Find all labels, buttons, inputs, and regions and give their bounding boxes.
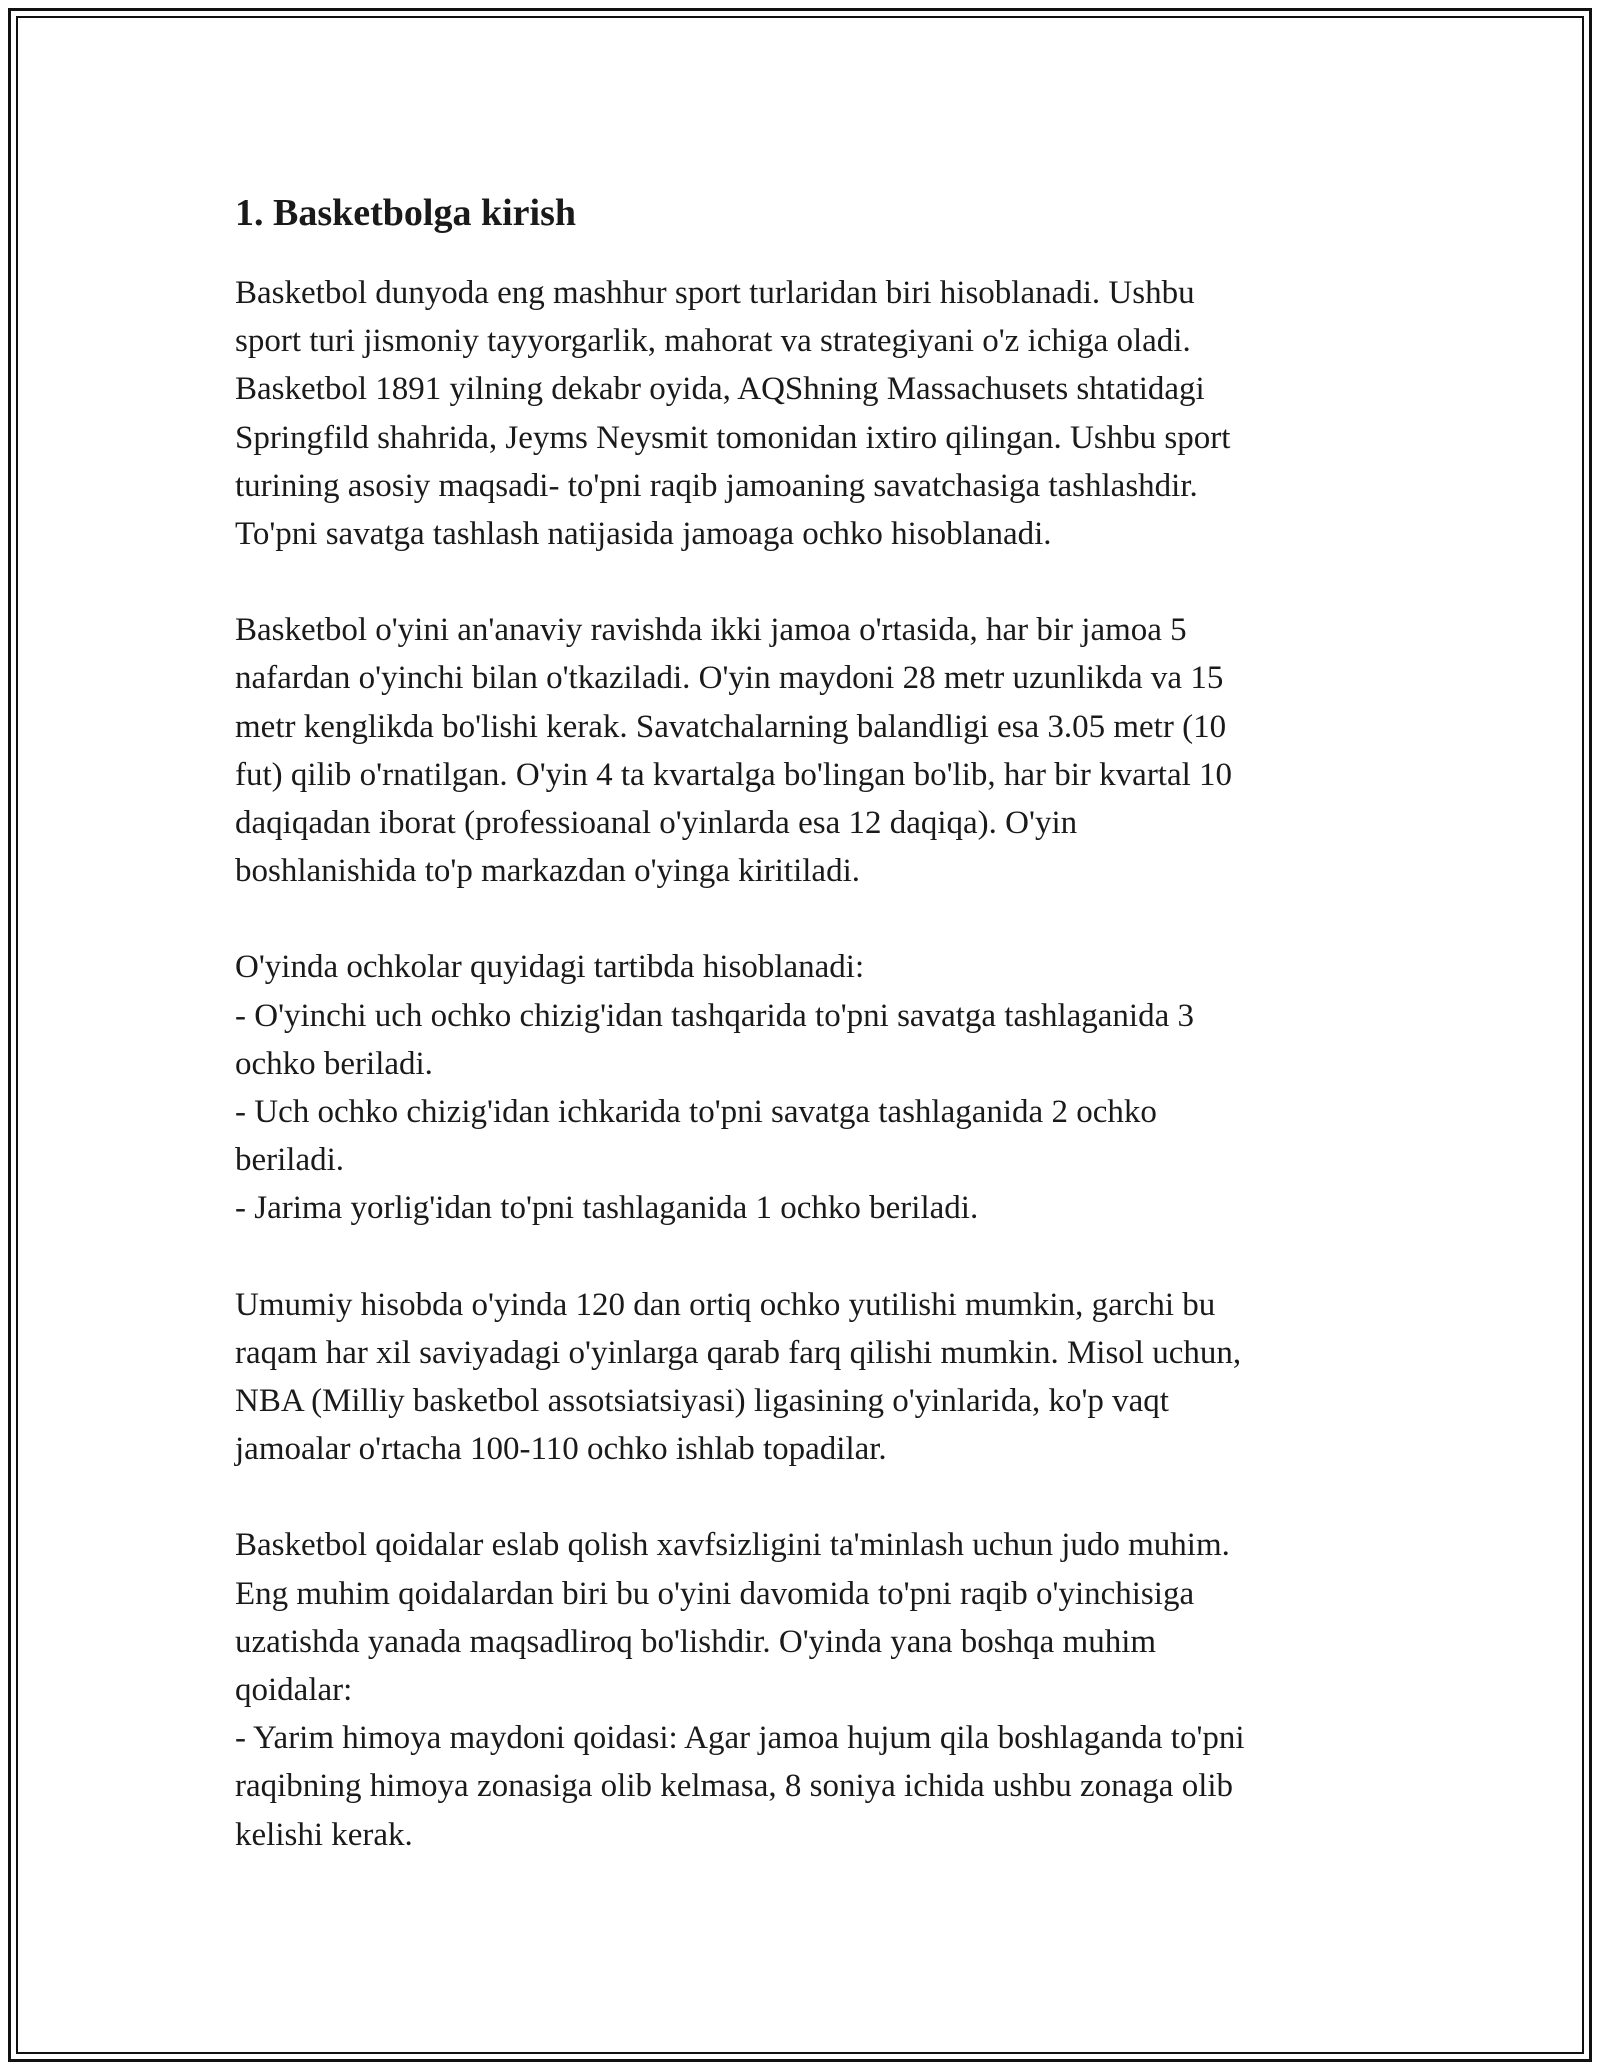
text-line: O'yinda ochkolar quyidagi tartibda hisoblanadi:	[235, 949, 865, 986]
text-line: NBA (Milliy basketbol assotsiatsiyasi) ligasining o'yinlarida, ko'p vaqt	[235, 1383, 1169, 1420]
paragraph	[235, 1281, 1375, 1474]
text-line: daqiqadan iborat (professioanal o'yinlarda esa 12 daqiqa). O'yin	[235, 805, 1078, 842]
text-line: Springfild shahrida, Jeyms Neysmit tomonidan ixtiro qilingan. Ushbu sport	[235, 419, 1231, 456]
text-line: turining asosiy maqsadi- to'pni raqib jamoaning savatchasiga tashlashdir.	[235, 467, 1198, 504]
paragraph	[235, 269, 1375, 558]
text-line: qoidalar:	[235, 1672, 353, 1709]
text-line: Basketbol 1891 yilning dekabr oyida, AQShning Massachusets shtatidagi	[235, 371, 1205, 408]
text-line: beriladi.	[235, 1142, 345, 1179]
document-body	[235, 185, 1375, 1907]
text-line: nafardan o'yinchi bilan o'tkaziladi. O'yin maydoni 28 metr uzunlikda va 15	[235, 660, 1224, 697]
text-line: uzatishda yanada maqsadliroq bo'lishdir. O'yinda yana boshqa muhim	[235, 1623, 1157, 1660]
text-line: ochko beriladi.	[235, 1045, 433, 1082]
text-line: To'pni savatga tashlash natijasida jamoaga ochko hisoblanadi.	[235, 516, 1052, 553]
paragraph-container	[235, 269, 1375, 1859]
text-line: - Yarim himoya maydoni qoidasi: Agar jamoa hujum qila boshlaganda to'pni	[235, 1720, 1245, 1757]
text-line: raqibning himoya zonasiga olib kelmasa, 8 soniya ichida ushbu zonaga olib	[235, 1768, 1234, 1805]
paragraph	[235, 1521, 1375, 1858]
text-line: Eng muhim qoidalardan biri bu o'yini davomida to'pni raqib o'yinchisiga	[235, 1575, 1195, 1612]
paragraph	[235, 606, 1375, 895]
text-line: Basketbol o'yini an'anaviy ravishda ikki jamoa o'rtasida, har bir jamoa 5	[235, 612, 1187, 649]
text-line: Umumiy hisobda o'yinda 120 dan ortiq ochko yutilishi mumkin, garchi bu	[235, 1286, 1216, 1323]
text-line: - Uch ochko chizig'idan ichkarida to'pni savatga tashlaganida 2 ochko	[235, 1094, 1157, 1131]
text-line: sport turi jismoniy tayyorgarlik, mahorat va strategiyani o'z ichiga oladi.	[235, 323, 1191, 360]
text-line: Basketbol dunyoda eng mashhur sport turlaridan biri hisoblanadi. Ushbu	[235, 275, 1195, 311]
text-line: jamoalar o'rtacha 100-110 ochko ishlab topadilar.	[235, 1431, 887, 1468]
paragraph	[235, 943, 1375, 1232]
text-line: Basketbol qoidalar eslab qolish xavfsizligini ta'minlash uchun judo muhim.	[235, 1527, 1230, 1564]
text-line: boshlanishida to'p markazdan o'yinga kiritiladi.	[235, 853, 861, 890]
text-line: - O'yinchi uch ochko chizig'idan tashqarida to'pni savatga tashlaganida 3	[235, 997, 1194, 1034]
text-line: metr kenglikda bo'lishi kerak. Savatchalarning balandligi esa 3.05 metr (10	[235, 708, 1227, 745]
text-line: kelishi kerak.	[235, 1816, 413, 1853]
text-line: - Jarima yorlig'idan to'pni tashlaganida 1 ochko beriladi.	[235, 1190, 979, 1227]
text-line: raqam har xil saviyadagi o'yinlarga qarab farq qilishi mumkin. Misol uchun,	[235, 1334, 1242, 1371]
section-heading: 1. Basketbolga kirish	[235, 192, 577, 234]
text-line: fut) qilib o'rnatilgan. O'yin 4 ta kvartalga bo'lingan bo'lib, har bir kvartal 10	[235, 756, 1233, 793]
